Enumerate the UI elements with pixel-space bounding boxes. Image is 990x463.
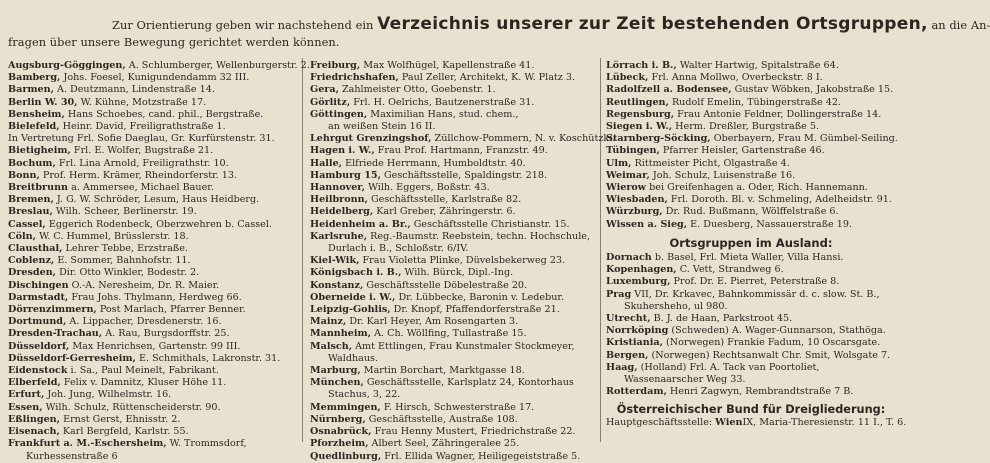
group-city: Clausthal, — [8, 243, 63, 255]
group-entry — [8, 231, 300, 243]
group-entry — [310, 316, 598, 328]
column-divider — [600, 58, 601, 442]
group-entry — [310, 145, 598, 157]
group-entry — [310, 353, 598, 365]
group-contact: Frl. Ellida Wagner, Heiligegeiststraße 5. — [384, 450, 581, 462]
group-contact: VII, Dr. Krkavec, Bahnkommissär d. c. slow. St. B., — [634, 288, 880, 300]
group-entry — [8, 280, 300, 292]
group-contact: Hans Schoebes, cand. phil., Bergstraße. — [67, 108, 264, 120]
group-city: Hamburg 15, — [310, 169, 381, 181]
group-city: Mannheim, — [310, 328, 372, 340]
austria-federation-title: Österreichischer Bund für Dreigliederung: — [616, 403, 886, 417]
group-entry — [8, 206, 300, 218]
group-contact: Joh. Schulz, Luisenstraße 16. — [652, 169, 796, 181]
group-city: Kristiania, — [606, 337, 663, 349]
group-entry — [606, 276, 896, 288]
group-entry — [606, 206, 896, 218]
group-city: Hagen i. W., — [310, 145, 375, 157]
group-city: Mainz, — [310, 316, 347, 328]
group-contact: Wilh. Schulz, Rüttenscheiderstr. 90. — [45, 401, 221, 413]
group-city: Weimar, — [606, 169, 650, 181]
group-entry — [310, 133, 616, 145]
intro-pre-text: Zur Orientierung geben wir nachstehend ein — [112, 18, 374, 32]
group-entry — [606, 194, 896, 206]
group-entry — [8, 109, 300, 121]
group-contact: Waldhaus. — [328, 352, 379, 364]
group-contact: Frl. Doroth. Bl. v. Schmeling, Adelheidstr. 91. — [670, 194, 892, 206]
intro-paragraph — [8, 14, 990, 51]
group-contact: Walter Hartwig, Spitalstraße 64. — [679, 60, 839, 71]
group-contact: Amt Ettlingen, Frau Kunstmaler Stockmeyer, — [355, 340, 575, 352]
group-entry — [310, 84, 598, 96]
group-contact: Geschäftsstelle, Karlstraße 82. — [370, 194, 522, 206]
column-divider — [302, 58, 303, 442]
group-contact: Joh. Jung, Wilhelmstr. 16. — [47, 389, 172, 401]
group-city: Utrecht, — [606, 313, 651, 325]
directory-title: Verzeichnis unserer zur Zeit bestehenden Ortsgruppen, — [377, 14, 928, 34]
group-entry — [8, 426, 300, 438]
group-city: Breslau, — [8, 206, 53, 218]
group-contact: Frl. H. Oelrichs, Bautzenerstraße 31. — [353, 96, 535, 108]
group-city: Heidelberg, — [310, 206, 374, 218]
intro-line-1 — [8, 14, 990, 34]
group-city: Oberneide i. W., — [310, 291, 396, 303]
group-contact: Karl Greber, Zähringerstr. 6. — [376, 206, 516, 218]
group-contact: i. Sa., Paul Meinelt, Fabrikant. — [70, 365, 219, 377]
group-entry — [310, 97, 598, 109]
intro-line-2: fragen über unsere Bewegung gerichtet werden können. — [8, 35, 340, 49]
group-city: Starnberg-Söcking, — [606, 133, 711, 145]
group-city: Bensheim, — [8, 108, 65, 120]
group-city: Freiburg, — [310, 60, 361, 71]
group-city: Breitbrunn — [8, 182, 69, 194]
group-contact: Rittmeister Picht, Olgastraße 4. — [634, 157, 790, 169]
group-contact: Paul Zeller, Architekt, K. W. Platz 3. — [401, 72, 576, 84]
group-entry — [606, 72, 896, 84]
group-entry — [310, 60, 598, 72]
group-entry — [606, 301, 896, 313]
group-city: Bergen, — [606, 349, 649, 361]
group-entry — [310, 109, 598, 121]
intro-post-text: an die An- — [931, 18, 990, 32]
group-contact: bei Greifenhagen a. Oder, Rich. Hannemann. — [649, 182, 868, 194]
group-entry — [310, 377, 598, 389]
group-contact: Wilh. Eggers, Boßstr. 43. — [368, 182, 490, 194]
group-entry — [8, 194, 300, 206]
group-city: Würzburg, — [606, 206, 663, 218]
group-city: Bremen, — [8, 194, 54, 206]
group-contact: Stachus, 3, 22. — [328, 389, 401, 401]
group-entry — [8, 402, 300, 414]
group-contact: a. Ammersee, Michael Bauer. — [71, 182, 214, 194]
group-city: Eßlingen, — [8, 413, 60, 425]
group-entry — [606, 264, 896, 276]
group-contact: Elfriede Herrmann, Humboldtstr. 40. — [345, 157, 526, 169]
group-city: Haag, — [606, 361, 638, 373]
group-entry — [606, 170, 896, 182]
group-entry — [8, 72, 300, 84]
group-entry — [8, 316, 300, 328]
group-contact: Dr. Lübbecke, Baronin v. Ledebur. — [398, 291, 565, 303]
group-city: Cassel, — [8, 218, 46, 230]
group-contact: Max Wolfhügel, Kapellenstraße 41. — [363, 60, 535, 71]
group-contact: F. Hirsch, Schwesterstraße 17. — [383, 401, 535, 413]
group-city: Nürnberg, — [310, 413, 366, 425]
group-city: Augsburg-Göggingen, — [8, 60, 126, 71]
group-city: Regensburg, — [606, 108, 675, 120]
group-entry — [606, 84, 896, 96]
group-contact: Felix v. Damnitz, Kluser Höhe 11. — [63, 377, 227, 389]
group-contact: Post Marlach, Pfarrer Benner. — [99, 304, 246, 316]
group-city: Leipzig-Gohlis, — [310, 304, 391, 316]
group-entry — [310, 121, 598, 133]
group-entry — [8, 353, 300, 365]
group-contact: Geschäftsstelle, Austraße 108. — [368, 413, 518, 425]
group-contact: Albert Seel, Zähringeralee 25. — [371, 438, 520, 450]
group-contact: (Schweden) A. Wager-Gunnarson, Stathöga. — [671, 325, 886, 337]
group-city: Luxemburg, — [606, 276, 671, 288]
group-city: Lübeck, — [606, 72, 649, 84]
group-city: Frankfurt a. M.-Eschersheim, — [8, 438, 167, 450]
group-city: Hannover, — [310, 182, 366, 194]
group-city: Kiel-Wik, — [310, 255, 360, 267]
group-city: Wierow — [606, 182, 647, 194]
group-contact: (Holland) Frl. A. Tack van Poortoliet, — [640, 361, 820, 373]
group-entry — [310, 402, 598, 414]
group-entry — [310, 182, 598, 194]
group-entry — [8, 170, 300, 182]
group-city: Lehrgut Grenzingshof, — [310, 133, 432, 145]
group-contact: E. Schmithals, Lakronstr. 31. — [138, 352, 281, 364]
group-entry — [8, 133, 300, 145]
group-entry — [8, 243, 300, 255]
group-entry — [8, 255, 300, 267]
group-entry — [606, 313, 896, 325]
group-city: Coblenz, — [8, 255, 55, 267]
group-city: Lörrach i. B., — [606, 60, 677, 71]
group-city: Barmen, — [8, 84, 54, 96]
group-entry — [310, 267, 598, 279]
group-city: Marburg, — [310, 365, 361, 377]
group-contact: (Norwegen) Frankie Fadum, 10 Oscarsgate. — [665, 337, 881, 349]
group-contact: C. Vett, Strandweg 6. — [679, 264, 784, 276]
group-city: Gera, — [310, 84, 339, 96]
group-contact: Gustav Wöbken, Jakobstraße 15. — [734, 84, 894, 96]
group-city: Quedlinburg, — [310, 450, 382, 462]
group-contact: Karl Bergfeld, Karlstr. 55. — [62, 426, 189, 438]
group-entry — [310, 365, 598, 377]
group-contact: Geschäftsstelle, Karlsplatz 24, Kontorhaus — [366, 377, 574, 389]
group-entry — [310, 341, 598, 353]
group-contact: Reg.-Baumstr. Reebstein, techn. Hochschule, — [370, 230, 590, 242]
group-entry — [8, 121, 300, 133]
column-3-groups — [606, 60, 907, 430]
group-city: Dresden, — [8, 267, 57, 279]
group-contact: Frl. Anna Mollwo, Overbeckstr. 8 I. — [651, 72, 823, 84]
group-city: Düsseldorf-Gerresheim, — [8, 352, 136, 364]
group-contact: Frau Prof. Hartmann, Franzstr. 49. — [377, 145, 548, 157]
group-contact: Dir. Otto Winkler, Bodestr. 2. — [59, 267, 200, 279]
group-contact: A. Rau, Burgsdorffstr. 25. — [105, 328, 230, 340]
group-city: Erfurt, — [8, 389, 45, 401]
abroad-groups-list — [606, 252, 896, 398]
group-city: Bielefeld, — [8, 121, 60, 133]
group-contact: Frau Henny Mustert, Friedrichstraße 22. — [374, 426, 576, 438]
group-contact: Geschäftsstelle, Spaldingstr. 218. — [383, 169, 548, 181]
group-contact: Ernst Gerst, Ehnisstr. 2. — [63, 413, 181, 425]
group-entry — [606, 133, 896, 145]
group-entry — [8, 341, 300, 353]
group-contact: O.-A. Neresheim, Dr. R. Maier. — [71, 279, 220, 291]
group-entry — [310, 170, 598, 182]
group-contact: Wilh. Scheer, Berlinerstr. 19. — [55, 206, 197, 218]
group-contact: Martin Borchart, Marktgasse 18. — [363, 365, 525, 377]
group-city: Reutlingen, — [606, 96, 669, 108]
group-city: Bietigheim, — [8, 145, 71, 157]
group-contact: Züllchow-Pommern, N. v. Koschützki. — [434, 133, 616, 145]
group-entry — [8, 365, 300, 377]
group-city: Siegen i. W., — [606, 121, 673, 133]
group-contact: A. Lippacher, Dresdenerstr. 16. — [69, 316, 222, 328]
group-entry — [310, 328, 598, 340]
group-contact: Prof. Dr. E. Pierret, Peterstraße 8. — [673, 276, 840, 288]
group-contact: Frl. Lina Arnold, Freiligrathstr. 10. — [58, 157, 229, 169]
group-city: Cöln, — [8, 230, 36, 242]
group-contact: Eggerich Rodenbeck, Oberzwehren b. Cassel. — [48, 218, 272, 230]
group-entry — [8, 389, 300, 401]
group-city: Dresden-Trachau, — [8, 328, 103, 340]
group-contact: E. Duesberg, Nassauerstraße 19. — [690, 218, 852, 230]
group-city: Tübingen, — [606, 145, 660, 157]
group-entry — [606, 158, 896, 170]
group-entry — [310, 438, 598, 450]
group-city: Malsch, — [310, 340, 353, 352]
group-entry — [606, 350, 896, 362]
group-entry — [8, 158, 300, 170]
group-contact: Pfarrer Heisler, Gartenstraße 46. — [662, 145, 825, 157]
group-contact: Rudolf Emelin, Tübingerstraße 42. — [671, 96, 841, 108]
group-entry — [8, 438, 300, 450]
group-city: Königsbach i. B., — [310, 267, 402, 279]
group-contact: Skuhersheho, ul 980. — [624, 300, 728, 312]
group-entry — [310, 389, 598, 401]
group-entry — [606, 60, 896, 72]
group-contact: A. Ch. Wöllfing, Tullastraße 15. — [374, 328, 527, 340]
group-entry — [310, 292, 598, 304]
group-entry — [8, 414, 300, 426]
group-city: Berlin W. 30, — [8, 96, 78, 108]
group-contact: Durlach i. B., Schloßstr. 6/IV. — [328, 243, 469, 255]
group-city: Pforzheim, — [310, 438, 369, 450]
group-entry — [310, 194, 598, 206]
group-contact: Zahlmeister Otto, Goebenstr. 1. — [341, 84, 496, 96]
office-city: Wien — [715, 417, 743, 429]
group-city: Bamberg, — [8, 72, 61, 84]
group-entry — [310, 158, 598, 170]
group-city: Kopenhagen, — [606, 264, 677, 276]
group-entry — [310, 231, 598, 243]
group-city: Rotterdam, — [606, 386, 667, 398]
group-city: Elberfeld, — [8, 377, 61, 389]
group-city: Friedrichshafen, — [310, 72, 399, 84]
group-contact: Herm. Dreßler, Burgstraße 5. — [675, 121, 820, 133]
group-city: Konstanz, — [310, 279, 364, 291]
group-city: Essen, — [8, 401, 43, 413]
group-entry — [310, 451, 598, 463]
group-entry — [310, 426, 598, 438]
group-city: Bonn, — [8, 169, 40, 181]
group-entry — [8, 451, 300, 463]
group-contact: Dr. Karl Heyer, Am Rosengarten 3. — [349, 316, 519, 328]
group-entry — [310, 243, 598, 255]
office-label: Hauptgeschäftsstelle: — [606, 417, 713, 429]
group-entry — [606, 109, 896, 121]
group-contact: W. Kühne, Motzstraße 17. — [80, 96, 207, 108]
group-city: Dornach — [606, 252, 652, 264]
group-entry — [606, 121, 896, 133]
group-contact: Heinr. David, Freiligrathstraße 1. — [62, 121, 226, 133]
group-contact: Geschäftsstelle Döbelestraße 20. — [366, 279, 528, 291]
group-entry — [606, 337, 896, 349]
group-contact: Frau Antonie Feldner, Dollingerstraße 14. — [677, 108, 882, 120]
group-entry — [606, 252, 896, 264]
group-city: Düsseldorf, — [8, 340, 70, 352]
group-city: Halle, — [310, 157, 343, 169]
group-contact: Wassenaarscher Weg 33. — [624, 374, 746, 386]
group-contact: Kurhessenstraße 6 — [26, 450, 118, 462]
column-1-groups — [8, 60, 310, 463]
group-entry — [310, 72, 598, 84]
group-entry — [8, 97, 300, 109]
group-city: Dischingen — [8, 279, 69, 291]
group-entry — [606, 386, 896, 398]
group-entry — [8, 84, 300, 96]
group-contact: Johs. Foesel, Kunigundendamm 32 III. — [63, 72, 250, 84]
group-contact: an weißen Stein 16 II. — [328, 121, 436, 133]
group-contact: Dr. Rud. Bußmann, Wölffelstraße 6. — [665, 206, 839, 218]
group-entry — [8, 267, 300, 279]
group-contact: W. C. Hummel, Brüsslerstr. 18. — [39, 230, 189, 242]
group-contact: Geschäftsstelle Christianstr. 15. — [413, 218, 570, 230]
group-entry — [8, 304, 300, 316]
group-entry — [606, 97, 896, 109]
group-city: Karlsruhe, — [310, 230, 368, 242]
office-address: IX, Maria-Theresienstr. 11 I., T. 6. — [742, 417, 907, 429]
group-city: Heilbronn, — [310, 194, 368, 206]
group-city: Dörrenzimmern, — [8, 304, 97, 316]
group-city: München, — [310, 377, 364, 389]
group-contact: (Norwegen) Rechtsanwalt Chr. Smit, Wolsgate 7. — [651, 349, 891, 361]
group-contact: Lehrer Tebbe, Erzstraße. — [65, 243, 188, 255]
group-contact: Max Henrichsen, Gartenstr. 99 III. — [72, 340, 241, 352]
group-contact: Wilh. Bürck, Dipl.-Ing. — [404, 267, 514, 279]
column-2-groups — [310, 60, 616, 463]
group-entry — [310, 206, 598, 218]
group-city: Görlitz, — [310, 96, 351, 108]
group-entry — [8, 219, 300, 231]
group-city: Norrköping — [606, 325, 669, 337]
group-entry — [8, 145, 300, 157]
group-entry — [310, 304, 598, 316]
group-city: Heidenheim a. Br., — [310, 218, 411, 230]
group-city: Eisenach, — [8, 426, 60, 438]
group-city: Wissen a. Sieg, — [606, 218, 688, 230]
group-city: Darmstadt, — [8, 291, 69, 303]
group-entry — [310, 414, 598, 426]
group-contact: b. Basel, Frl. Mieta Waller, Villa Hansi. — [654, 252, 844, 264]
group-entry — [310, 219, 598, 231]
group-contact: Frau Violetta Plinke, Düvelsbekerweg 23. — [362, 255, 566, 267]
group-city: Eidenstock — [8, 365, 68, 377]
group-contact: Frau Johs. Thylmann, Herdweg 66. — [71, 291, 242, 303]
group-entry — [310, 255, 598, 267]
group-entry — [8, 328, 300, 340]
group-city: Bochum, — [8, 157, 56, 169]
group-city: Osnabrück, — [310, 426, 372, 438]
group-entry — [8, 377, 300, 389]
domestic-groups-list — [606, 60, 896, 231]
group-contact: Dr. Knopf, Pfaffendorferstraße 21. — [393, 304, 560, 316]
group-city: Wiesbaden, — [606, 194, 668, 206]
group-contact: A. Deutzmann, Lindenstraße 14. — [57, 84, 215, 96]
group-contact: W. Trommsdorf, — [169, 438, 247, 450]
group-contact: Prof. Herm. Krämer, Rheindorferstr. 13. — [42, 169, 238, 181]
group-contact: In Vertretung Frl. Sofie Daeglau, Gr. Kurfürstenstr. 31. — [8, 133, 275, 145]
group-entry — [310, 280, 598, 292]
group-entry — [606, 374, 896, 386]
group-entry — [606, 219, 896, 231]
group-entry — [8, 292, 300, 304]
group-contact: J. G. W. Schröder, Lesum, Haus Heidberg. — [56, 194, 260, 206]
group-entry — [8, 60, 310, 72]
austria-office-line — [606, 417, 907, 429]
group-entry — [606, 182, 896, 194]
group-contact: E. Sommer, Bahnhofstr. 11. — [57, 255, 191, 267]
group-entry — [606, 362, 896, 374]
group-city: Memmingen, — [310, 401, 381, 413]
group-city: Göttingen, — [310, 108, 368, 120]
group-city: Ulm, — [606, 157, 632, 169]
group-city: Radolfzell a. Bodensee, — [606, 84, 732, 96]
group-contact: Frl. E. Wolfer, Bugstraße 21. — [73, 145, 214, 157]
group-city: Dortmund, — [8, 316, 67, 328]
group-entry — [606, 325, 896, 337]
group-city: Prag — [606, 288, 632, 300]
group-contact: A. Schlumberger, Wellenburgerstr. 2. — [128, 60, 310, 71]
group-contact: B. J. de Haan, Parkstroot 45. — [653, 313, 793, 325]
group-contact: Oberbayern, Frau M. Gümbel-Seiling. — [713, 133, 898, 145]
abroad-heading: Ortsgruppen im Ausland: — [669, 235, 833, 250]
group-entry — [606, 289, 896, 301]
group-entry — [8, 182, 300, 194]
group-contact: Henri Zagwyn, Rembrandtstraße 7 B. — [669, 386, 854, 398]
group-entry — [606, 145, 896, 157]
group-contact: Maximilian Hans, stud. chem., — [370, 108, 519, 120]
